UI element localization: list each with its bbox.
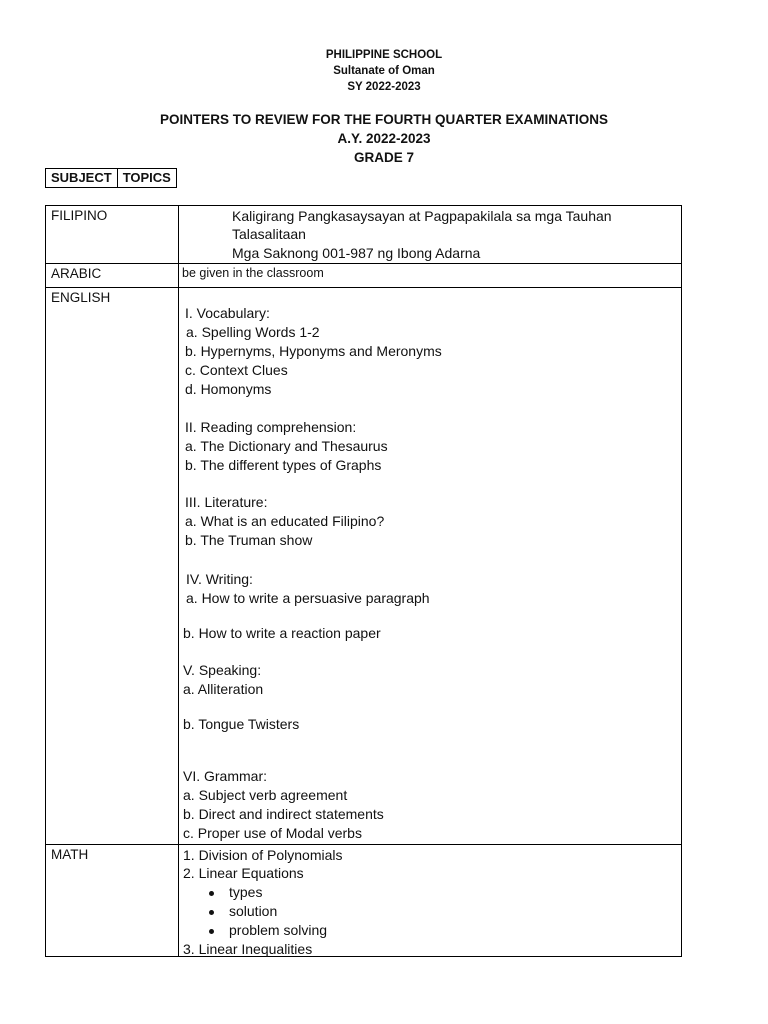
topic-line: c. Proper use of Modal verbs (183, 825, 362, 841)
topics-cell-math (179, 845, 682, 957)
subject-cell-english: ENGLISH (46, 288, 179, 845)
title-line-1: POINTERS TO REVIEW FOR THE FOURTH QUARTER EXAMINATIONS (159, 112, 608, 127)
topics-cell-arabic (179, 264, 682, 288)
topic-line: d. Homonyms (185, 381, 272, 397)
topic-bullet-line: types (229, 884, 263, 900)
topic-line: V. Speaking: (183, 662, 262, 678)
bullet-icon (209, 891, 214, 896)
topic-line: VI. Grammar: (183, 768, 268, 784)
topics-table (45, 205, 682, 957)
topics-cell-filipino (179, 206, 682, 264)
document-title (0, 110, 768, 167)
topic-line: a. Spelling Words 1-2 (186, 324, 320, 340)
bullet-icon (209, 910, 214, 915)
table-row-english (46, 288, 682, 845)
title-line-2: A.Y. 2022-2023 (337, 131, 431, 146)
table-row-filipino (46, 206, 682, 264)
school-year: SY 2022-2023 (347, 81, 421, 93)
topic-bullet-line: problem solving (229, 922, 328, 938)
topic-line: b. Tongue Twisters (183, 716, 300, 732)
topics-cell-english (179, 288, 682, 845)
table-row-math (46, 845, 682, 957)
topic-line: b. How to write a reaction paper (183, 625, 381, 641)
subject-cell-filipino: FILIPINO (46, 206, 179, 264)
subject-column-label: SUBJECT (51, 170, 112, 185)
topic-line: 2. Linear Equations (183, 865, 304, 881)
topic-line: II. Reading comprehension: (185, 419, 357, 435)
topic-line: Talasalitaan (232, 226, 306, 242)
topic-line: be given in the classroom (182, 266, 324, 280)
topics-column-label: TOPICS (117, 169, 176, 187)
topic-line: a. What is an educated Filipino? (185, 513, 385, 529)
subject-cell-math: MATH (46, 845, 179, 957)
subject-cell-arabic: ARABIC (46, 264, 179, 288)
topic-line: a. The Dictionary and Thesaurus (185, 438, 388, 454)
topic-line: a. Subject verb agreement (183, 787, 348, 803)
school-country: Sultanate of Oman (333, 65, 435, 77)
topic-line: I. Vocabulary: (185, 305, 270, 321)
topic-line: 1. Division of Polynomials (183, 847, 343, 863)
school-header (0, 47, 768, 95)
column-header-box (45, 168, 177, 188)
topic-line: IV. Writing: (186, 571, 253, 587)
topic-bullet-line: solution (229, 903, 278, 919)
topic-line: Mga Saknong 001-987 ng Ibong Adarna (232, 245, 481, 261)
topic-line: b. The Truman show (185, 532, 313, 548)
topic-line: b. Direct and indirect statements (183, 806, 384, 822)
topic-line: a. Alliteration (183, 681, 264, 697)
topic-line: b. The different types of Graphs (185, 457, 382, 473)
table-row-arabic (46, 264, 682, 288)
topic-line: a. How to write a persuasive paragraph (186, 590, 430, 606)
school-name: PHILIPPINE SCHOOL (325, 49, 443, 61)
topic-line: b. Hypernyms, Hyponyms and Meronyms (185, 343, 442, 359)
title-line-3: GRADE 7 (353, 150, 414, 165)
topic-line: Kaligirang Pangkasaysayan at Pagpapakilala sa mga Tauhan (232, 208, 612, 224)
topic-line: III. Literature: (185, 494, 268, 510)
topic-line: 3. Linear Inequalities (183, 941, 313, 957)
topic-line: c. Context Clues (185, 362, 288, 378)
bullet-icon (209, 929, 214, 934)
